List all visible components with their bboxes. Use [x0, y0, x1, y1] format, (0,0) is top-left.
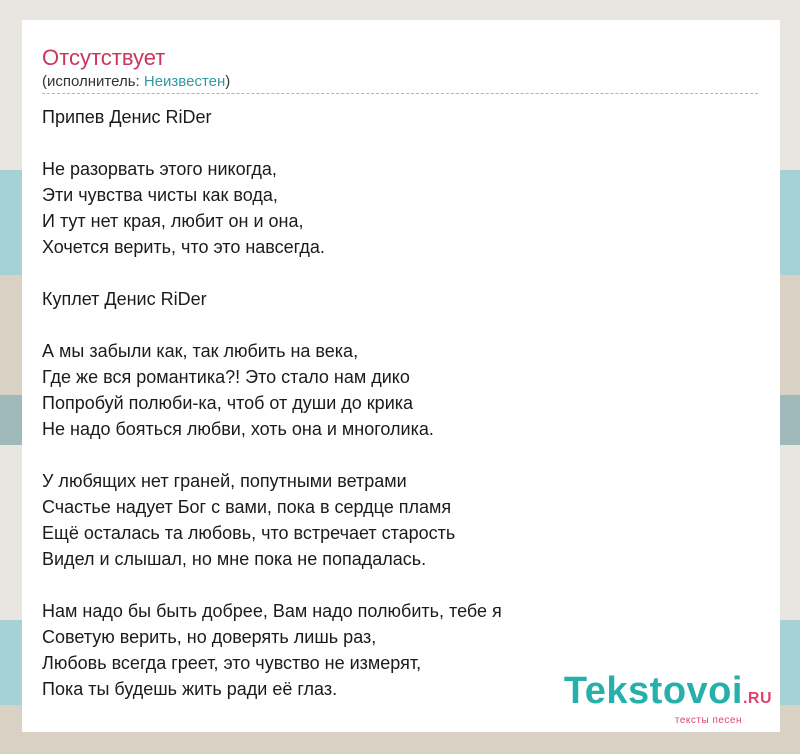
lyric-line: Эти чувства чисты как вода, [42, 185, 278, 205]
lyric-line: Припев Денис RiDer [42, 107, 212, 127]
lyric-line: Где же вся романтика?! Это стало нам дико [42, 367, 410, 387]
lyric-line: Советую верить, но доверять лишь раз, [42, 627, 377, 647]
lyric-line [42, 442, 502, 468]
lyric-line: Нам надо бы быть добрее, Вам надо полюбить, тебе я [42, 601, 502, 621]
lyric-line: Хочется верить, что это навсегда. [42, 237, 325, 257]
lyrics-text [42, 104, 502, 702]
logo-tagline: тексты песен [674, 715, 742, 726]
lyric-line [42, 260, 502, 286]
logo-tld: .RU [742, 690, 772, 707]
title-divider [42, 93, 758, 94]
subtitle-prefix: (исполнитель: [42, 73, 144, 90]
song-subtitle [42, 73, 230, 91]
subtitle-suffix: ) [225, 73, 231, 90]
lyric-line: Пока ты будешь жить ради её глаз. [42, 679, 338, 699]
lyric-line: Не разорвать этого никогда, [42, 159, 277, 179]
lyric-line: Счастье надует Бог с вами, пока в сердце пламя [42, 497, 452, 517]
lyric-line [42, 312, 502, 338]
lyrics-card [22, 20, 780, 732]
logo-wordmark [564, 671, 772, 719]
lyric-line: И тут нет края, любит он и она, [42, 211, 304, 231]
logo-brand: Tekstovoi [563, 670, 743, 712]
site-logo[interactable] [564, 671, 772, 726]
lyric-line: Попробуй полюби-ка, чтоб от души до крика [42, 393, 414, 413]
lyric-line: Любовь всегда греет, это чувство не измерят, [42, 653, 422, 673]
lyric-line: А мы забыли как, так любить на века, [42, 341, 359, 361]
lyric-line: Не надо бояться любви, хоть она и многолика. [42, 419, 434, 439]
lyric-line: Ещё осталась та любовь, что встречает старость [42, 523, 456, 543]
lyric-line [42, 572, 502, 598]
lyric-line: Видел и слышал, но мне пока не попадалась. [42, 549, 427, 569]
lyric-line [42, 130, 502, 156]
artist-link[interactable]: Неизвестен [143, 73, 226, 90]
lyric-line: У любящих нет граней, попутными ветрами [42, 471, 407, 491]
lyric-line: Куплет Денис RiDer [42, 289, 207, 309]
song-title: Отсутствует [42, 45, 166, 70]
